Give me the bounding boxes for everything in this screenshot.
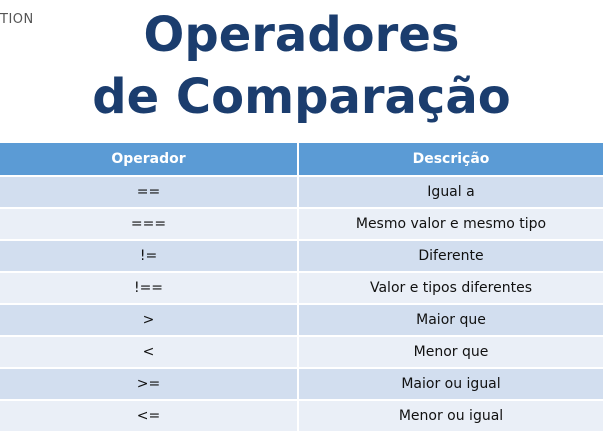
table-row bbox=[0, 400, 603, 431]
operator-cell: <= bbox=[0, 400, 298, 431]
slide-title bbox=[0, 4, 603, 128]
description-cell: Maior que bbox=[298, 304, 603, 336]
operator-cell: >= bbox=[0, 368, 298, 400]
table-row bbox=[0, 272, 603, 304]
table-row bbox=[0, 368, 603, 400]
title-line-1: Operadores bbox=[143, 7, 460, 63]
description-cell: Maior ou igual bbox=[298, 368, 603, 400]
corner-label: TION bbox=[0, 12, 34, 27]
operator-cell: < bbox=[0, 336, 298, 368]
operator-cell: == bbox=[0, 176, 298, 208]
table-header-row bbox=[0, 143, 603, 176]
table-row bbox=[0, 304, 603, 336]
table-row bbox=[0, 176, 603, 208]
header-description: Descrição bbox=[298, 143, 603, 176]
description-cell: Menor ou igual bbox=[298, 400, 603, 431]
description-cell: Valor e tipos diferentes bbox=[298, 272, 603, 304]
title-line-2: de Comparação bbox=[92, 69, 511, 125]
header-operator: Operador bbox=[0, 143, 298, 176]
description-cell: Diferente bbox=[298, 240, 603, 272]
operator-cell: != bbox=[0, 240, 298, 272]
description-cell: Menor que bbox=[298, 336, 603, 368]
table-row bbox=[0, 336, 603, 368]
operator-cell: !== bbox=[0, 272, 298, 304]
table-row bbox=[0, 208, 603, 240]
description-cell: Igual a bbox=[298, 176, 603, 208]
operator-cell: === bbox=[0, 208, 298, 240]
table-row bbox=[0, 240, 603, 272]
operator-cell: > bbox=[0, 304, 298, 336]
operators-table bbox=[0, 143, 603, 431]
description-cell: Mesmo valor e mesmo tipo bbox=[298, 208, 603, 240]
